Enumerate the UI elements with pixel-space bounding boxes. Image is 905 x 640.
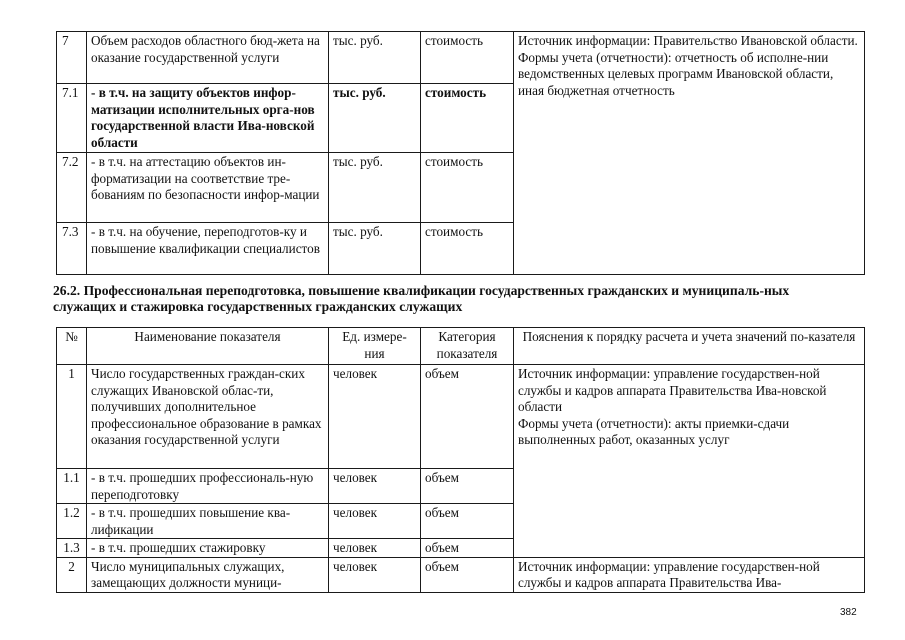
header-name: Наименование показателя (87, 328, 329, 365)
category-cell: стоимость (421, 153, 514, 223)
note-cell (514, 32, 865, 275)
row-number: 7 (57, 32, 87, 84)
unit-cell: тыс. руб. (329, 32, 421, 84)
section-heading: 26.2. Профессиональная переподготовка, повышение квалификации государственных гражданских и муниципаль-ных служащих и стажировка государственных гражданских служащих (53, 283, 790, 314)
unit-cell: тыс. руб. (329, 84, 421, 153)
unit-cell: человек (329, 539, 421, 558)
row-number: 7.1 (57, 84, 87, 153)
row-number: 1 (57, 365, 87, 469)
indicator-name: - в т.ч. на обучение, переподготов-ку и повышение квалификации специалистов (87, 223, 329, 275)
indicators-table-section (56, 327, 865, 593)
indicator-name: Объем расходов областного бюд-жета на оказание государственной услуги (87, 32, 329, 84)
header-note: Пояснения к порядку расчета и учета значений по-казателя (514, 328, 865, 365)
note-cell: Источник информации: управление государствен-ной службы и кадров аппарата Правительства Ива- (514, 557, 865, 592)
indicator-name: - в т.ч. на защиту объектов инфор-матизации исполнительных орга-нов государственной власти Ива-новской области (87, 84, 329, 153)
page-number: 382 (840, 607, 857, 618)
row-number: 2 (57, 557, 87, 592)
header-category: Категория показателя (421, 328, 514, 365)
indicator-name: Число государственных граждан-ских служащих Ивановской облас-ти, получивших дополнительное профессиональное образование в рамках оказания государственной услуги (87, 365, 329, 469)
table-row (57, 32, 865, 84)
note-source: Источник информации: Правительство Ивановской области. (518, 33, 858, 48)
row-number: 1.1 (57, 469, 87, 504)
header-unit: Ед. измере-ния (329, 328, 421, 365)
unit-cell: человек (329, 365, 421, 469)
indicator-name: - в т.ч. прошедших стажировку (87, 539, 329, 558)
category-cell: стоимость (421, 223, 514, 275)
row-number: 1.3 (57, 539, 87, 558)
table-row (57, 365, 865, 469)
note-cell (514, 365, 865, 558)
note-source: Источник информации: управление государствен-ной службы и кадров аппарата Правительства Ива-новской области (518, 366, 827, 414)
category-cell: объем (421, 365, 514, 469)
row-number: 7.3 (57, 223, 87, 275)
table-row (57, 557, 865, 592)
header-num: № (57, 328, 87, 365)
unit-cell: тыс. руб. (329, 153, 421, 223)
indicators-table-top (56, 31, 865, 275)
unit-cell: тыс. руб. (329, 223, 421, 275)
category-cell: стоимость (421, 84, 514, 153)
unit-cell: человек (329, 469, 421, 504)
unit-cell: человек (329, 504, 421, 539)
category-cell: объем (421, 539, 514, 558)
note-forms: Формы учета (отчетности): акты приемки-сдачи выполненных работ, оказанных услуг (518, 415, 790, 447)
category-cell: стоимость (421, 32, 514, 84)
indicator-name: - в т.ч. прошедших профессиональ-ную переподготовку (87, 469, 329, 504)
row-number: 1.2 (57, 504, 87, 539)
indicator-name: - в т.ч. на аттестацию объектов ин-форматизации на соответствие тре-бованиям по безопасности инфор-мации (87, 153, 329, 223)
unit-cell: человек (329, 557, 421, 592)
indicator-name: - в т.ч. прошедших повышение ква-лификации (87, 504, 329, 539)
table-header-row (57, 328, 865, 365)
category-cell: объем (421, 504, 514, 539)
indicator-name: Число муниципальных служащих, замещающих должности муници- (87, 557, 329, 592)
category-cell: объем (421, 469, 514, 504)
category-cell: объем (421, 557, 514, 592)
note-forms: Формы учета (отчетности): отчетность об исполне-нии ведомственных целевых программ Ивановской области, иная бюджетная отчетность (518, 49, 834, 98)
row-number: 7.2 (57, 153, 87, 223)
